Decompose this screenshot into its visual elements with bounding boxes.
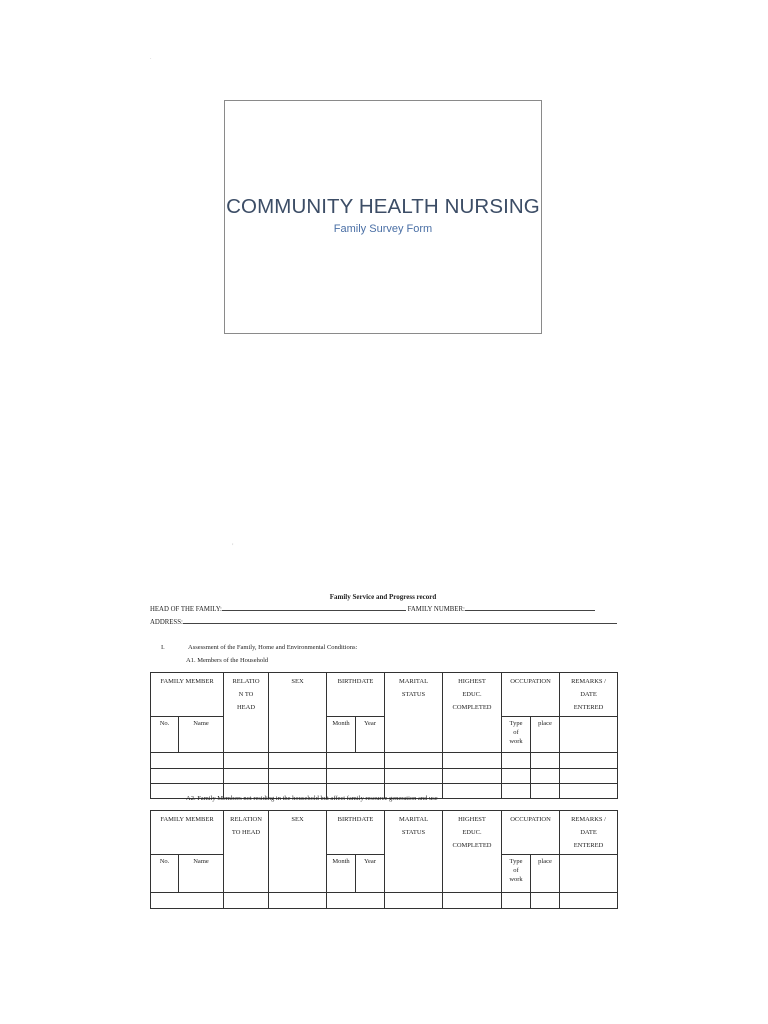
page-mark: . xyxy=(150,55,152,61)
table-row[interactable] xyxy=(151,893,618,909)
form-title: Family Service and Progress record xyxy=(329,593,437,601)
month-header: Month xyxy=(327,855,356,893)
table-row[interactable] xyxy=(151,753,618,769)
marital-status-header: MARITAL STATUS xyxy=(385,673,443,753)
marital-status-header: MARITAL STATUS xyxy=(385,811,443,893)
a1-title: A1. Members of the Household xyxy=(186,657,269,664)
family-number-label: FAMILY NUMBER: xyxy=(407,606,465,613)
highest-educ-header: HIGHEST EDUC. COMPLETED xyxy=(443,673,502,753)
remarks-header: REMARKS / DATE ENTERED xyxy=(560,673,618,717)
cover-title: COMMUNITY HEALTH NURSING xyxy=(226,195,540,218)
section-numeral: I. xyxy=(161,644,165,651)
a2-title: A2. Family Members not residing in the household but affect family resource generation and use xyxy=(186,795,438,802)
address-label: ADDRESS: xyxy=(150,619,183,626)
non-resident-members-table xyxy=(150,810,618,909)
section-title: Assessment of the Family, Home and Environmental Conditions: xyxy=(188,644,358,651)
highest-educ-header: HIGHEST EDUC. COMPLETED xyxy=(443,811,502,893)
address-field[interactable] xyxy=(183,617,617,624)
remarks-header: REMARKS / DATE ENTERED xyxy=(560,811,618,855)
occupation-header: OCCUPATION xyxy=(502,811,560,855)
no-header: No. xyxy=(151,717,179,753)
table-row[interactable] xyxy=(151,769,618,784)
no-header: No. xyxy=(151,855,179,893)
family-number-field[interactable] xyxy=(465,604,595,611)
cover-subtitle: Family Survey Form xyxy=(333,223,433,235)
year-header: Year xyxy=(356,717,385,753)
birthdate-header: BIRTHDATE xyxy=(327,811,385,855)
page-mark: , xyxy=(232,540,234,546)
occupation-header: OCCUPATION xyxy=(502,673,560,717)
cover-box xyxy=(224,100,542,334)
head-of-family-label: HEAD OF THE FAMILY: xyxy=(150,606,222,613)
head-of-family-row xyxy=(150,604,616,613)
place-header: place xyxy=(531,855,560,893)
place-header: place xyxy=(531,717,560,753)
relation-header: RELATIO N TO HEAD xyxy=(224,673,269,753)
birthdate-header: BIRTHDATE xyxy=(327,673,385,717)
remarks-blank xyxy=(560,717,618,753)
name-header: Name xyxy=(179,717,224,753)
remarks-blank xyxy=(560,855,618,893)
month-header: Month xyxy=(327,717,356,753)
address-row xyxy=(150,617,616,626)
head-of-family-field[interactable] xyxy=(222,604,406,611)
family-member-header: FAMILY MEMBER xyxy=(151,673,224,717)
sex-header: SEX xyxy=(269,811,327,893)
type-of-work-header: Type of work xyxy=(502,717,531,753)
year-header: Year xyxy=(356,855,385,893)
type-of-work-header: Type of work xyxy=(502,855,531,893)
sex-header: SEX xyxy=(269,673,327,753)
household-members-table xyxy=(150,672,618,799)
family-member-header: FAMILY MEMBER xyxy=(151,811,224,855)
name-header: Name xyxy=(179,855,224,893)
relation-header: RELATION TO HEAD xyxy=(224,811,269,893)
